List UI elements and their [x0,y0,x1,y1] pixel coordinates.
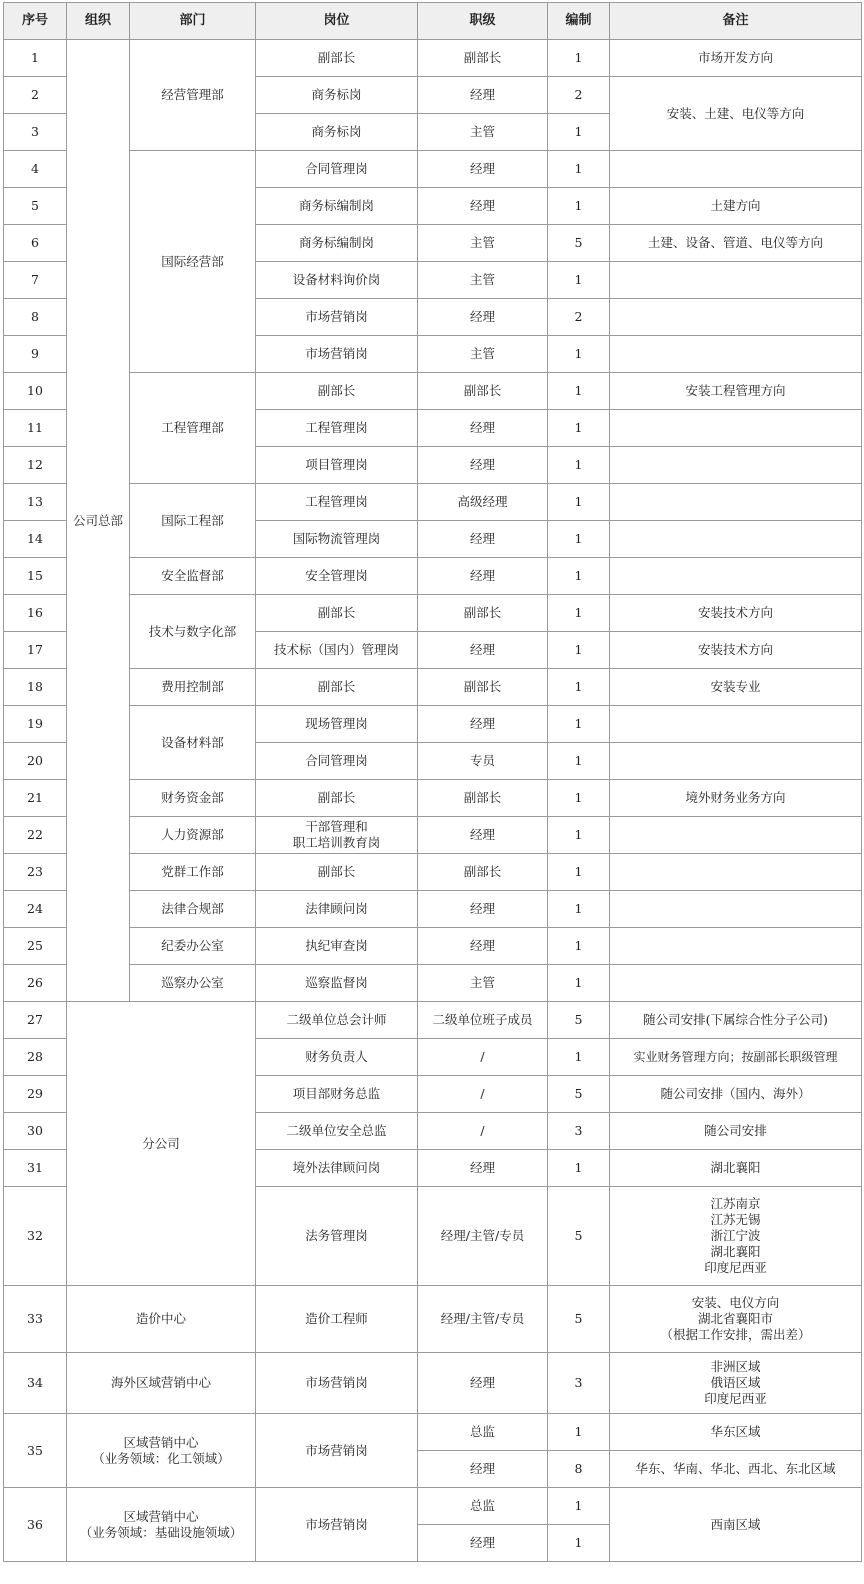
quota-cell: 1 [548,928,610,965]
remark-cell [610,817,862,854]
quota-cell: 1 [548,40,610,77]
quota-cell: 2 [548,299,610,336]
post-line-1: 干部管理和 [305,819,368,834]
org-cell-hq: 公司总部 [67,40,130,1002]
quota-cell: 5 [548,225,610,262]
remark-line: 印度尼西亚 [704,1260,767,1275]
org-cell-overseas-marketing: 海外区域营销中心 [67,1353,256,1414]
remark-cell [610,447,862,484]
quota-cell: 1 [548,188,610,225]
remark-cell [610,706,862,743]
post-cell: 市场营销岗 [256,1353,418,1414]
remark-cell [610,928,862,965]
quota-cell: 5 [548,1286,610,1353]
quota-cell: 1 [548,632,610,669]
remark-line: 非洲区域 [710,1359,761,1374]
row-no: 5 [4,188,67,225]
quota-cell: 1 [548,1488,610,1525]
dept-cell: 财务资金部 [130,780,256,817]
post-cell: 市场营销岗 [256,299,418,336]
row-no: 2 [4,77,67,114]
level-cell: 经理 [418,632,548,669]
row-no: 36 [4,1488,67,1562]
remark-line: （根据工作安排，需出差） [660,1327,811,1342]
remark-cell [610,336,862,373]
remark-cell: 市场开发方向 [610,40,862,77]
post-cell [256,817,418,854]
remark-cell [610,965,862,1002]
level-cell: / [418,1076,548,1113]
dept-cell: 国际经营部 [130,151,256,373]
quota-cell: 1 [548,1150,610,1187]
dept-cell: 经营管理部 [130,40,256,151]
quota-cell: 2 [548,77,610,114]
quota-cell: 1 [548,262,610,299]
row-no: 14 [4,521,67,558]
remark-cell: 实业财务管理方向；按副部长职级管理 [610,1039,862,1076]
row-no: 33 [4,1286,67,1353]
level-cell: 专员 [418,743,548,780]
post-cell: 安全管理岗 [256,558,418,595]
row-no: 35 [4,1414,67,1488]
row-no: 32 [4,1187,67,1286]
row-no: 15 [4,558,67,595]
level-cell: 经理 [418,558,548,595]
row-no: 25 [4,928,67,965]
quota-cell: 1 [548,706,610,743]
quota-cell: 1 [548,780,610,817]
remark-cell [610,743,862,780]
remark-cell [610,1286,862,1353]
row-no: 24 [4,891,67,928]
post-cell: 商务标编制岗 [256,188,418,225]
level-cell: / [418,1113,548,1150]
row-no: 19 [4,706,67,743]
quota-cell: 1 [548,743,610,780]
level-cell: 经理 [418,447,548,484]
table-row [4,1414,862,1451]
remark-cell [610,1353,862,1414]
level-cell: 主管 [418,965,548,1002]
post-cell: 合同管理岗 [256,151,418,188]
remark-cell [610,151,862,188]
level-cell: 主管 [418,262,548,299]
row-no: 17 [4,632,67,669]
row-no: 23 [4,854,67,891]
table-row [4,1353,862,1414]
row-no: 10 [4,373,67,410]
level-cell: 经理/主管/专员 [418,1286,548,1353]
post-cell: 市场营销岗 [256,336,418,373]
row-no: 16 [4,595,67,632]
post-cell: 副部长 [256,373,418,410]
header-quota: 编制 [548,3,610,40]
table-row [4,817,862,854]
dept-cell: 费用控制部 [130,669,256,706]
remark-cell: 安装、土建、电仪等方向 [610,77,862,151]
post-cell: 执纪审查岗 [256,928,418,965]
level-cell: 经理 [418,299,548,336]
quota-cell: 1 [548,891,610,928]
remark-cell: 安装工程管理方向 [610,373,862,410]
table-row [4,595,862,632]
post-cell: 市场营销岗 [256,1488,418,1562]
post-cell: 工程管理岗 [256,410,418,447]
table-row [4,706,862,743]
table-row [4,854,862,891]
remark-cell [610,299,862,336]
header-org: 组织 [67,3,130,40]
level-cell: 经理 [418,521,548,558]
dept-cell: 巡察办公室 [130,965,256,1002]
remark-line: 浙江宁波 [710,1228,761,1243]
quota-cell: 1 [548,595,610,632]
row-no: 30 [4,1113,67,1150]
table-row [4,40,862,77]
quota-cell: 1 [548,484,610,521]
header-no: 序号 [4,3,67,40]
level-cell: 经理/主管/专员 [418,1187,548,1286]
level-cell: 经理 [418,1525,548,1562]
level-cell: 总监 [418,1488,548,1525]
level-cell: 副部长 [418,373,548,410]
remark-cell: 随公司安排 [610,1113,862,1150]
table-row [4,780,862,817]
remark-line: 江苏南京 [710,1196,761,1211]
post-cell: 工程管理岗 [256,484,418,521]
remark-line: 湖北省襄阳市 [697,1311,773,1326]
level-cell: 经理 [418,706,548,743]
quota-cell: 1 [548,817,610,854]
post-cell: 市场营销岗 [256,1414,418,1488]
remark-cell [610,484,862,521]
remark-cell: 土建方向 [610,188,862,225]
quota-cell: 8 [548,1451,610,1488]
level-cell: 总监 [418,1414,548,1451]
level-cell: 主管 [418,114,548,151]
table-row [4,965,862,1002]
post-cell: 商务标编制岗 [256,225,418,262]
remark-cell: 安装技术方向 [610,595,862,632]
dept-cell: 工程管理部 [130,373,256,484]
level-cell: 经理 [418,188,548,225]
table-row [4,928,862,965]
post-cell: 巡察监督岗 [256,965,418,1002]
table-row [4,891,862,928]
recruitment-table-container [3,2,862,1562]
level-cell: 二级单位班子成员 [418,1002,548,1039]
level-cell: 副部长 [418,854,548,891]
row-no: 3 [4,114,67,151]
quota-cell: 1 [548,1414,610,1451]
row-no: 4 [4,151,67,188]
post-cell: 技术标（国内）管理岗 [256,632,418,669]
remark-cell [610,262,862,299]
level-cell: 主管 [418,225,548,262]
table-row [4,1286,862,1353]
level-cell: 副部长 [418,780,548,817]
level-cell: 副部长 [418,595,548,632]
quota-cell: 1 [548,854,610,891]
remark-cell: 华东、华南、华北、西北、东北区域 [610,1451,862,1488]
level-cell: 经理 [418,77,548,114]
table-row [4,1002,862,1039]
quota-cell: 1 [548,373,610,410]
header-remark: 备注 [610,3,862,40]
org-line-1: 区域营销中心 [123,1434,199,1450]
row-no: 22 [4,817,67,854]
table-row [4,484,862,521]
quota-cell: 3 [548,1353,610,1414]
header-post: 岗位 [256,3,418,40]
row-no: 11 [4,410,67,447]
post-cell: 二级单位总会计师 [256,1002,418,1039]
quota-cell: 1 [548,336,610,373]
row-no: 1 [4,40,67,77]
header-level: 职级 [418,3,548,40]
row-no: 18 [4,669,67,706]
row-no: 8 [4,299,67,336]
org-cell-cost-center: 造价中心 [67,1286,256,1353]
quota-cell: 1 [548,965,610,1002]
remark-line: 印度尼西亚 [704,1391,767,1406]
level-cell: 经理 [418,817,548,854]
post-cell: 法律顾问岗 [256,891,418,928]
dept-cell: 纪委办公室 [130,928,256,965]
post-line-2: 职工培训教育岗 [292,835,381,850]
org-cell-regional-chem [67,1414,256,1488]
table-row [4,669,862,706]
post-cell: 副部长 [256,780,418,817]
post-cell: 项目管理岗 [256,447,418,484]
level-cell: / [418,1039,548,1076]
level-cell: 主管 [418,336,548,373]
level-cell: 经理 [418,928,548,965]
dept-cell: 技术与数字化部 [130,595,256,669]
remark-cell [610,410,862,447]
level-cell: 经理 [418,1150,548,1187]
level-cell: 副部长 [418,669,548,706]
remark-cell [610,891,862,928]
remark-cell: 随公司安排(下属综合性分子公司) [610,1002,862,1039]
org-line-1: 区域营销中心 [123,1508,199,1524]
table-row [4,1488,862,1525]
dept-cell: 法律合规部 [130,891,256,928]
remark-cell: 安装技术方向 [610,632,862,669]
row-no: 9 [4,336,67,373]
quota-cell: 1 [548,447,610,484]
dept-cell: 人力资源部 [130,817,256,854]
row-no: 12 [4,447,67,484]
header-dept: 部门 [130,3,256,40]
org-cell-branch: 分公司 [67,1002,256,1286]
post-cell: 二级单位安全总监 [256,1113,418,1150]
quota-cell: 1 [548,558,610,595]
remark-cell [610,558,862,595]
remark-line: 湖北襄阳 [710,1244,761,1259]
quota-cell: 1 [548,521,610,558]
post-cell: 现场管理岗 [256,706,418,743]
post-cell: 设备材料询价岗 [256,262,418,299]
quota-cell: 5 [548,1002,610,1039]
row-no: 31 [4,1150,67,1187]
post-cell: 副部长 [256,40,418,77]
post-cell: 商务标岗 [256,77,418,114]
remark-cell: 境外财务业务方向 [610,780,862,817]
row-no: 34 [4,1353,67,1414]
post-cell: 财务负责人 [256,1039,418,1076]
post-cell: 造价工程师 [256,1286,418,1353]
remark-cell [610,521,862,558]
level-cell: 经理 [418,1451,548,1488]
remark-cell: 华东区域 [610,1414,862,1451]
org-line-2: （业务领域：基础设施领域） [79,1524,243,1540]
post-cell: 境外法律顾问岗 [256,1150,418,1187]
remark-line: 俄语区域 [710,1375,761,1390]
remark-cell: 土建、设备、管道、电仪等方向 [610,225,862,262]
remark-cell [610,1187,862,1286]
remark-line: 安装、电仪方向 [691,1295,780,1310]
post-cell: 副部长 [256,595,418,632]
post-cell: 副部长 [256,854,418,891]
remark-line: 江苏无锡 [710,1212,761,1227]
remark-cell: 随公司安排（国内、海外） [610,1076,862,1113]
row-no: 20 [4,743,67,780]
recruitment-table [3,2,862,1562]
remark-cell: 西南区域 [610,1488,862,1562]
row-no: 21 [4,780,67,817]
row-no: 27 [4,1002,67,1039]
quota-cell: 1 [548,1039,610,1076]
post-cell: 商务标岗 [256,114,418,151]
level-cell: 经理 [418,1353,548,1414]
remark-cell: 湖北襄阳 [610,1150,862,1187]
row-no: 26 [4,965,67,1002]
quota-cell: 5 [548,1076,610,1113]
remark-cell: 安装专业 [610,669,862,706]
level-cell: 经理 [418,151,548,188]
dept-cell: 设备材料部 [130,706,256,780]
row-no: 13 [4,484,67,521]
row-no: 28 [4,1039,67,1076]
dept-cell: 国际工程部 [130,484,256,558]
quota-cell: 1 [548,114,610,151]
quota-cell: 1 [548,410,610,447]
level-cell: 副部长 [418,40,548,77]
quota-cell: 3 [548,1113,610,1150]
post-cell: 合同管理岗 [256,743,418,780]
post-cell: 副部长 [256,669,418,706]
table-row [4,558,862,595]
post-cell: 法务管理岗 [256,1187,418,1286]
row-no: 7 [4,262,67,299]
quota-cell: 1 [548,1525,610,1562]
dept-cell: 党群工作部 [130,854,256,891]
post-cell: 国际物流管理岗 [256,521,418,558]
row-no: 29 [4,1076,67,1113]
header-row [4,3,862,40]
org-line-2: （业务领域：化工领域） [92,1450,230,1466]
level-cell: 高级经理 [418,484,548,521]
level-cell: 经理 [418,891,548,928]
quota-cell: 5 [548,1187,610,1286]
dept-cell: 安全监督部 [130,558,256,595]
quota-cell: 1 [548,669,610,706]
quota-cell: 1 [548,151,610,188]
post-cell: 项目部财务总监 [256,1076,418,1113]
row-no: 6 [4,225,67,262]
remark-cell [610,854,862,891]
org-cell-regional-infra [67,1488,256,1562]
table-row [4,151,862,188]
table-row [4,373,862,410]
level-cell: 经理 [418,410,548,447]
